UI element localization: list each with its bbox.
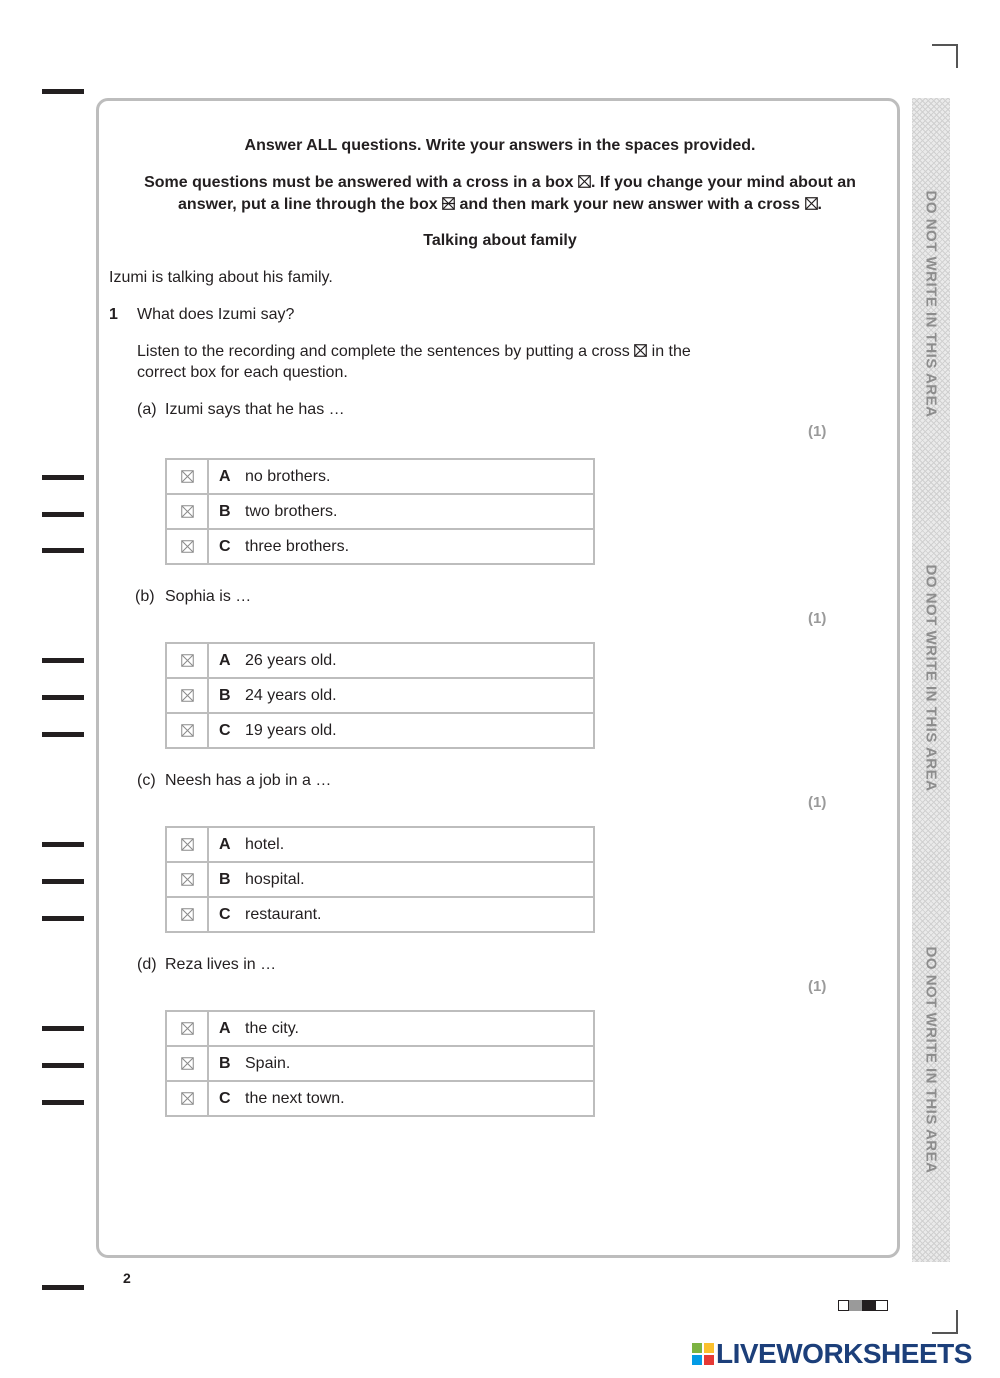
cross-box-icon (181, 724, 194, 737)
margin-tick (42, 1100, 84, 1105)
option-row (166, 529, 594, 564)
option-row (166, 459, 594, 494)
part-a-label: (a) (137, 401, 157, 418)
part-b-marks: (1) (808, 610, 827, 627)
option-row (166, 713, 594, 748)
option-letter: C (219, 721, 231, 739)
liveworksheets-logo-icon (692, 1343, 714, 1365)
option-text: hotel. (245, 835, 285, 853)
instruction-line-1: Answer ALL questions. Write your answers in the spaces provided. (244, 137, 756, 154)
option-cell (208, 1046, 594, 1081)
answer-checkbox[interactable] (166, 827, 208, 862)
part-b-options (165, 642, 595, 749)
answer-checkbox[interactable] (166, 494, 208, 529)
margin-tick (42, 475, 84, 480)
answer-checkbox[interactable] (166, 643, 208, 678)
option-cell (208, 897, 594, 932)
margin-tick (42, 89, 84, 94)
option-text: 24 years old. (245, 686, 337, 704)
option-text: restaurant. (245, 905, 322, 923)
part-c-marks: (1) (808, 794, 827, 811)
part-c-options (165, 826, 595, 933)
crop-mark-top (932, 44, 958, 68)
margin-tick (42, 1063, 84, 1068)
option-letter: A (219, 835, 231, 853)
option-cell (208, 827, 594, 862)
option-letter: C (219, 905, 231, 923)
margin-tick (42, 879, 84, 884)
answer-checkbox[interactable] (166, 713, 208, 748)
barcode-squares (838, 1300, 888, 1311)
option-letter: B (219, 1054, 231, 1072)
question-text: What does Izumi say? (137, 306, 295, 323)
margin-tick (42, 1026, 84, 1031)
margin-notice-1: DO NOT WRITE IN THIS AREA (922, 190, 940, 418)
margin-tick (42, 695, 84, 700)
margin-tick (42, 1285, 84, 1290)
margin-tick (42, 842, 84, 847)
cross-box-icon (181, 689, 194, 702)
cross-box-icon (181, 873, 194, 886)
option-row (166, 1081, 594, 1116)
option-letter: B (219, 686, 231, 704)
option-cell (208, 713, 594, 748)
option-cell (208, 862, 594, 897)
part-d-label: (d) (137, 956, 157, 973)
cross-box-icon (181, 1057, 194, 1070)
answer-checkbox[interactable] (166, 897, 208, 932)
cross-box-icon (181, 654, 194, 667)
option-cell (208, 1081, 594, 1116)
option-letter: A (219, 1019, 231, 1037)
option-text: the next town. (245, 1089, 345, 1107)
intro-text: Izumi is talking about his family. (109, 269, 333, 286)
cross-box-icon (181, 540, 194, 553)
option-row (166, 827, 594, 862)
cross-box-icon (805, 197, 818, 210)
crop-mark-bottom (932, 1310, 958, 1334)
part-a-stem: Izumi says that he has … (165, 401, 345, 418)
section-title: Talking about family (423, 232, 577, 249)
cross-box-icon (181, 470, 194, 483)
option-cell (208, 494, 594, 529)
option-cell (208, 643, 594, 678)
margin-tick (42, 916, 84, 921)
option-text: Spain. (245, 1054, 291, 1072)
instruction-line-3: answer, put a line through the box and then mark your new answer with a cross . (178, 196, 822, 213)
option-text: 26 years old. (245, 651, 337, 669)
cross-box-icon (634, 344, 647, 357)
option-letter: A (219, 467, 231, 485)
option-row (166, 678, 594, 713)
option-text: two brothers. (245, 502, 338, 520)
part-d-marks: (1) (808, 978, 827, 995)
answer-checkbox[interactable] (166, 1081, 208, 1116)
option-cell (208, 459, 594, 494)
answer-checkbox[interactable] (166, 862, 208, 897)
part-a-options (165, 458, 595, 565)
option-letter: C (219, 537, 231, 555)
margin-tick (42, 548, 84, 553)
option-letter: B (219, 502, 231, 520)
option-cell (208, 529, 594, 564)
option-letter: A (219, 651, 231, 669)
answer-checkbox[interactable] (166, 678, 208, 713)
cross-box-icon (181, 1022, 194, 1035)
answer-checkbox[interactable] (166, 459, 208, 494)
margin-tick (42, 512, 84, 517)
cross-box-icon (181, 1092, 194, 1105)
option-row (166, 897, 594, 932)
option-row (166, 1046, 594, 1081)
answer-checkbox[interactable] (166, 1046, 208, 1081)
margin-notice-3: DO NOT WRITE IN THIS AREA (922, 946, 940, 1174)
brand-logo: LIVEWORKSHEETS (692, 1338, 972, 1370)
margin-tick (42, 658, 84, 663)
option-row (166, 643, 594, 678)
cross-box-icon (181, 838, 194, 851)
option-cell (208, 1011, 594, 1046)
option-text: the city. (245, 1019, 299, 1037)
part-a-marks: (1) (808, 423, 827, 440)
option-letter: C (219, 1089, 231, 1107)
option-cell (208, 678, 594, 713)
struck-cross-box-icon (442, 197, 455, 210)
part-c-label: (c) (137, 772, 156, 789)
option-row (166, 1011, 594, 1046)
option-text: hospital. (245, 870, 305, 888)
question-instruction: Listen to the recording and complete the sentences by putting a cross in the (137, 343, 691, 360)
part-b-stem: Sophia is … (165, 588, 252, 605)
part-c-stem: Neesh has a job in a … (165, 772, 332, 789)
option-row (166, 494, 594, 529)
page-number: 2 (123, 1270, 131, 1286)
question-instruction-cont: correct box for each question. (137, 364, 348, 381)
instruction-line-2: Some questions must be answered with a cross in a box . If you change your mind about an (144, 174, 856, 191)
part-d-stem: Reza lives in … (165, 956, 277, 973)
cross-box-icon (578, 175, 591, 188)
option-row (166, 862, 594, 897)
answer-checkbox[interactable] (166, 529, 208, 564)
part-d-options (165, 1010, 595, 1117)
part-b-label: (b) (135, 588, 155, 605)
option-text: 19 years old. (245, 721, 337, 739)
cross-box-icon (181, 908, 194, 921)
cross-box-icon (181, 505, 194, 518)
question-number: 1 (109, 306, 118, 323)
margin-notice-2: DO NOT WRITE IN THIS AREA (922, 564, 940, 792)
margin-tick (42, 732, 84, 737)
option-letter: B (219, 870, 231, 888)
option-text: no brothers. (245, 467, 331, 485)
answer-checkbox[interactable] (166, 1011, 208, 1046)
option-text: three brothers. (245, 537, 350, 555)
